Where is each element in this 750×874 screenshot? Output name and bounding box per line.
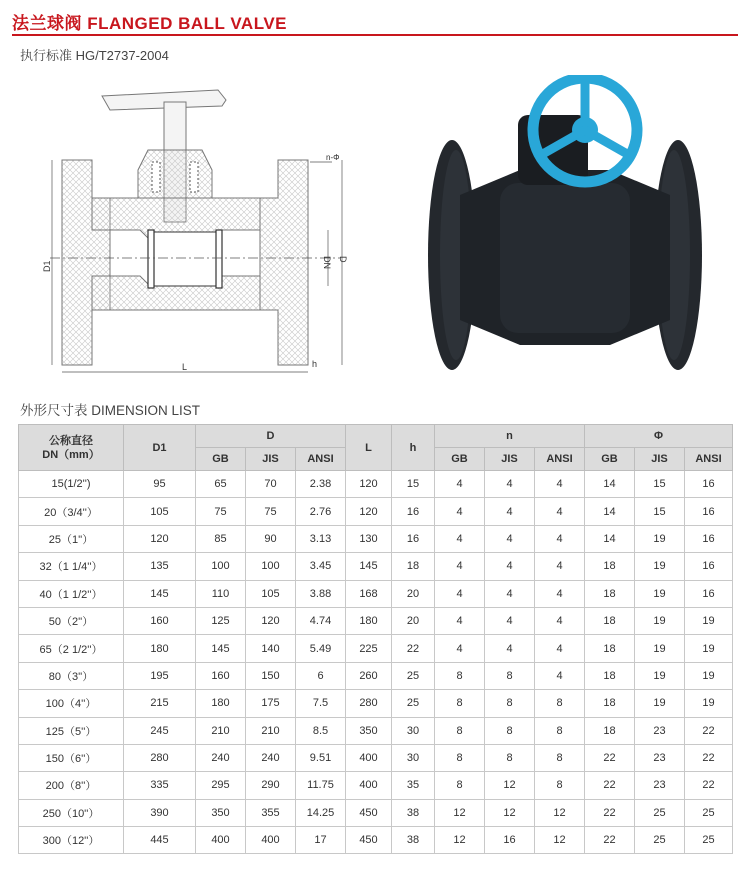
table-cell: 3.45 (296, 553, 346, 580)
table-cell: 400 (246, 827, 296, 854)
table-cell: 150（6''） (19, 744, 124, 771)
table-cell: 8 (485, 662, 535, 689)
table-cell: 175 (246, 690, 296, 717)
header-dn (19, 425, 124, 471)
table-cell: 14.25 (296, 799, 346, 826)
table-cell: 8 (435, 772, 485, 799)
table-cell: 15 (392, 471, 435, 498)
table-cell: 8 (485, 690, 535, 717)
table-cell: 12 (535, 799, 585, 826)
header-d-ansi: ANSI (296, 448, 346, 471)
table-cell: 4 (535, 471, 585, 498)
table-cell: 100 (246, 553, 296, 580)
table-cell: 400 (196, 827, 246, 854)
table-row (19, 827, 733, 854)
table-cell: 4 (435, 498, 485, 525)
table-cell: 30 (392, 744, 435, 771)
table-cell: 2.76 (296, 498, 346, 525)
table-cell: 22 (585, 827, 635, 854)
table-cell: 90 (246, 525, 296, 552)
table-cell: 12 (535, 827, 585, 854)
table-cell: 14 (585, 471, 635, 498)
table-cell: 145 (196, 635, 246, 662)
table-cell: 245 (124, 717, 196, 744)
table-cell: 25 (635, 799, 685, 826)
table-cell: 20 (392, 607, 435, 634)
table-cell: 390 (124, 799, 196, 826)
table-cell: 130 (346, 525, 392, 552)
table-cell: 2.38 (296, 471, 346, 498)
table-cell: 4 (535, 580, 585, 607)
table-cell: 100 (196, 553, 246, 580)
table-cell: 4.74 (296, 607, 346, 634)
table-cell: 14 (585, 498, 635, 525)
table-row (19, 772, 733, 799)
table-row (19, 471, 733, 498)
table-cell: 180 (346, 607, 392, 634)
table-cell: 22 (585, 744, 635, 771)
table-cell: 16 (685, 553, 733, 580)
table-cell: 22 (585, 772, 635, 799)
table-cell: 215 (124, 690, 196, 717)
header-phi-jis: JIS (635, 448, 685, 471)
table-cell: 4 (535, 607, 585, 634)
page-title: 法兰球阀 FLANGED BALL VALVE (12, 14, 287, 33)
table-cell: 280 (124, 744, 196, 771)
table-cell: 30 (392, 717, 435, 744)
table-cell: 4 (485, 525, 535, 552)
table-cell: 8 (535, 744, 585, 771)
table-cell: 80（3''） (19, 662, 124, 689)
table-cell: 4 (485, 607, 535, 634)
label-d1: D1 (42, 260, 52, 272)
table-cell: 4 (535, 525, 585, 552)
table-cell: 4 (485, 635, 535, 662)
table-cell: 50（2''） (19, 607, 124, 634)
table-cell: 65 (196, 471, 246, 498)
table-cell: 85 (196, 525, 246, 552)
table-cell: 19 (685, 607, 733, 634)
title-underline (12, 34, 738, 36)
table-cell: 16 (392, 525, 435, 552)
header-phi-gb: GB (585, 448, 635, 471)
table-cell: 14 (585, 525, 635, 552)
table-row (19, 690, 733, 717)
table-cell: 8 (485, 744, 535, 771)
table-cell: 17 (296, 827, 346, 854)
table-cell: 7.5 (296, 690, 346, 717)
table-cell: 240 (246, 744, 296, 771)
header-phi: Φ (585, 425, 733, 448)
table-cell: 16 (685, 525, 733, 552)
table-cell: 4 (485, 580, 535, 607)
table-cell: 20 (392, 580, 435, 607)
table-cell: 18 (585, 607, 635, 634)
table-cell: 260 (346, 662, 392, 689)
table-cell: 4 (535, 635, 585, 662)
table-cell: 400 (346, 772, 392, 799)
table-cell: 355 (246, 799, 296, 826)
table-cell: 8 (435, 690, 485, 717)
table-cell: 20（3/4''） (19, 498, 124, 525)
table-cell: 11.75 (296, 772, 346, 799)
table-cell: 4 (485, 471, 535, 498)
table-cell: 23 (635, 717, 685, 744)
table-cell: 25 (392, 690, 435, 717)
table-row (19, 553, 733, 580)
table-cell: 290 (246, 772, 296, 799)
table-cell: 195 (124, 662, 196, 689)
table-cell: 25 (635, 827, 685, 854)
table-cell: 16 (485, 827, 535, 854)
left-flange (62, 160, 110, 365)
dimension-table-body (19, 471, 733, 854)
table-cell: 225 (346, 635, 392, 662)
header-d-jis: JIS (246, 448, 296, 471)
header-dn-line2: DN（mm） (42, 448, 100, 461)
dimension-list-title: 外形尺寸表 DIMENSION LIST (20, 403, 201, 418)
table-cell: 120 (124, 525, 196, 552)
table-cell: 9.51 (296, 744, 346, 771)
table-cell: 4 (485, 498, 535, 525)
table-row (19, 607, 733, 634)
label-n-phi: n-Φ (326, 153, 340, 162)
valve-product-photo (420, 75, 710, 380)
table-cell: 180 (196, 690, 246, 717)
table-cell: 35 (392, 772, 435, 799)
table-cell: 3.88 (296, 580, 346, 607)
header-l: L (346, 425, 392, 471)
header-d-gb: GB (196, 448, 246, 471)
table-cell: 16 (685, 471, 733, 498)
table-cell: 18 (585, 717, 635, 744)
table-cell: 5.49 (296, 635, 346, 662)
table-cell: 4 (535, 662, 585, 689)
table-cell: 8 (535, 717, 585, 744)
table-cell: 4 (485, 553, 535, 580)
dimension-table (18, 424, 733, 854)
table-cell: 12 (435, 827, 485, 854)
table-cell: 25（1''） (19, 525, 124, 552)
table-row (19, 799, 733, 826)
table-cell: 4 (435, 525, 485, 552)
table-cell: 4 (435, 471, 485, 498)
table-cell: 135 (124, 553, 196, 580)
table-cell: 16 (685, 498, 733, 525)
table-cell: 445 (124, 827, 196, 854)
table-cell: 8 (435, 662, 485, 689)
table-cell: 280 (346, 690, 392, 717)
table-cell: 110 (196, 580, 246, 607)
seat-left (148, 230, 154, 288)
table-row (19, 580, 733, 607)
header-d1: D1 (124, 425, 196, 471)
table-cell: 23 (635, 744, 685, 771)
valve-cross-section-drawing (40, 80, 360, 380)
table-cell: 200（8''） (19, 772, 124, 799)
bonnet (138, 150, 212, 198)
table-cell: 65（2 1/2''） (19, 635, 124, 662)
table-row (19, 744, 733, 771)
table-cell: 300（12''） (19, 827, 124, 854)
table-cell: 145 (124, 580, 196, 607)
table-cell: 70 (246, 471, 296, 498)
table-cell: 18 (585, 635, 635, 662)
header-phi-ansi: ANSI (685, 448, 733, 471)
table-cell: 295 (196, 772, 246, 799)
table-cell: 15(1/2'') (19, 471, 124, 498)
table-cell: 450 (346, 799, 392, 826)
label-l: L (182, 362, 188, 372)
table-cell: 120 (346, 498, 392, 525)
table-cell: 160 (124, 607, 196, 634)
table-row (19, 498, 733, 525)
table-cell: 18 (585, 690, 635, 717)
header-dn-line1: 公称直径 (49, 434, 93, 447)
table-cell: 4 (435, 635, 485, 662)
table-cell: 120 (246, 607, 296, 634)
table-cell: 4 (435, 607, 485, 634)
label-h: h (312, 359, 318, 369)
table-cell: 18 (585, 662, 635, 689)
table-cell: 250（10''） (19, 799, 124, 826)
table-cell: 22 (685, 717, 733, 744)
table-cell: 4 (435, 580, 485, 607)
table-cell: 168 (346, 580, 392, 607)
table-cell: 8.5 (296, 717, 346, 744)
standard-label: 执行标准 HG/T2737-2004 (20, 48, 169, 63)
table-cell: 105 (124, 498, 196, 525)
table-cell: 125（5''） (19, 717, 124, 744)
table-cell: 15 (635, 471, 685, 498)
table-cell: 6 (296, 662, 346, 689)
table-cell: 19 (635, 690, 685, 717)
table-cell: 23 (635, 772, 685, 799)
table-cell: 350 (196, 799, 246, 826)
table-cell: 19 (685, 662, 733, 689)
seat-right (216, 230, 222, 288)
table-cell: 150 (246, 662, 296, 689)
table-cell: 22 (585, 799, 635, 826)
table-cell: 240 (196, 744, 246, 771)
table-cell: 120 (346, 471, 392, 498)
table-cell: 105 (246, 580, 296, 607)
table-cell: 8 (435, 744, 485, 771)
table-cell: 210 (246, 717, 296, 744)
table-cell: 95 (124, 471, 196, 498)
table-cell: 12 (485, 772, 535, 799)
table-cell: 19 (635, 525, 685, 552)
table-cell: 38 (392, 799, 435, 826)
table-cell: 210 (196, 717, 246, 744)
label-dn: DN (322, 256, 332, 269)
header-h: h (392, 425, 435, 471)
table-cell: 160 (196, 662, 246, 689)
header-n-gb: GB (435, 448, 485, 471)
table-cell: 18 (585, 580, 635, 607)
table-cell: 8 (435, 717, 485, 744)
table-cell: 400 (346, 744, 392, 771)
table-cell: 75 (246, 498, 296, 525)
table-cell: 25 (392, 662, 435, 689)
table-cell: 4 (535, 498, 585, 525)
table-row (19, 525, 733, 552)
table-cell: 8 (535, 772, 585, 799)
table-cell: 22 (392, 635, 435, 662)
table-cell: 38 (392, 827, 435, 854)
table-cell: 22 (685, 744, 733, 771)
table-cell: 145 (346, 553, 392, 580)
table-cell: 18 (585, 553, 635, 580)
table-cell: 32（1 1/4''） (19, 553, 124, 580)
table-cell: 16 (685, 580, 733, 607)
table-cell: 18 (392, 553, 435, 580)
table-cell: 12 (435, 799, 485, 826)
ball-bore (152, 232, 218, 286)
table-cell: 8 (535, 690, 585, 717)
label-d: D (338, 256, 348, 263)
table-cell: 19 (685, 635, 733, 662)
table-cell: 19 (635, 553, 685, 580)
right-flange (260, 160, 308, 365)
table-cell: 22 (685, 772, 733, 799)
table-cell: 75 (196, 498, 246, 525)
table-cell: 4 (435, 553, 485, 580)
table-cell: 140 (246, 635, 296, 662)
table-row (19, 662, 733, 689)
table-cell: 3.13 (296, 525, 346, 552)
table-cell: 125 (196, 607, 246, 634)
table-cell: 335 (124, 772, 196, 799)
table-cell: 25 (685, 827, 733, 854)
header-n-ansi: ANSI (535, 448, 585, 471)
table-cell: 350 (346, 717, 392, 744)
header-n-jis: JIS (485, 448, 535, 471)
table-cell: 8 (485, 717, 535, 744)
packing-right (190, 162, 198, 192)
header-d: D (196, 425, 346, 448)
packing-left (152, 162, 160, 192)
table-cell: 19 (635, 662, 685, 689)
table-cell: 19 (635, 607, 685, 634)
header-n: n (435, 425, 585, 448)
table-cell: 16 (392, 498, 435, 525)
table-cell: 25 (685, 799, 733, 826)
table-cell: 4 (535, 553, 585, 580)
table-row (19, 635, 733, 662)
table-cell: 15 (635, 498, 685, 525)
table-cell: 19 (635, 635, 685, 662)
table-cell: 12 (485, 799, 535, 826)
table-cell: 100（4''） (19, 690, 124, 717)
table-row (19, 717, 733, 744)
table-cell: 180 (124, 635, 196, 662)
table-cell: 19 (635, 580, 685, 607)
table-cell: 450 (346, 827, 392, 854)
table-cell: 40（1 1/2''） (19, 580, 124, 607)
table-cell: 19 (685, 690, 733, 717)
